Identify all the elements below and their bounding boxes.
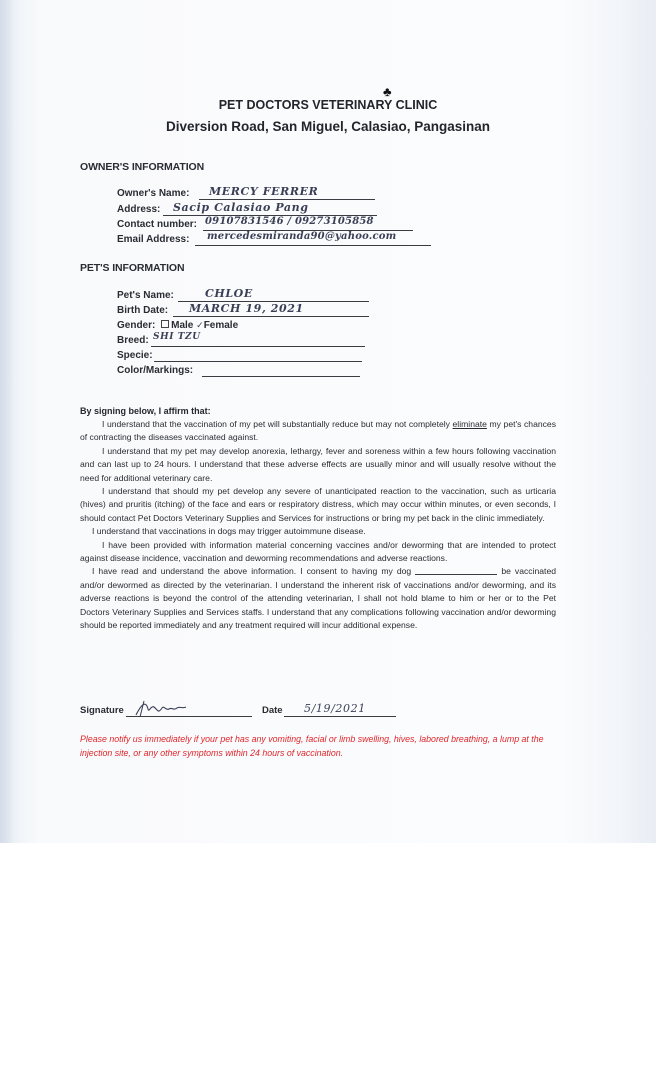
- color-markings-field[interactable]: [117, 365, 360, 379]
- clinic-address: Diversion Road, San Miguel, Calasiao, Pangasinan: [165, 119, 491, 134]
- affirm-heading: By signing below, I affirm that:: [80, 406, 211, 416]
- owner-name-line: [199, 199, 375, 200]
- consent-body: [80, 418, 556, 633]
- handwritten-signature: [134, 699, 188, 719]
- consent-paragraph-1: I understand that the vaccination of my pet will substantially reduce but may not completely eliminate my pet's chances of contracting the diseases vaccinated against.: [80, 419, 557, 443]
- owner-name-field[interactable]: [117, 185, 377, 202]
- birth-date-value: MARCH 19, 2021: [189, 302, 304, 315]
- contact-number-label: Contact number:: [117, 219, 197, 230]
- birth-date-field[interactable]: [117, 302, 369, 319]
- breed-line: [151, 346, 365, 347]
- date-label: Date: [262, 705, 283, 716]
- address-value: Sacip Calasiao Pang: [173, 201, 309, 214]
- contact-number-value: 09107831546 / 09273105858: [205, 216, 374, 227]
- specie-label: Specie:: [117, 350, 153, 361]
- vaccination-warning: Please notify us immediately if your pet has any vomiting, facial or limb swelling, hives, labored breathing, a lump at the injection site, or any other symptoms within 24 hours of vaccination.: [80, 734, 544, 758]
- consent-paragraph-5: I have been provided with information material concerning vaccines and/or deworming that are intended to protect against disease incidence, vaccination and deworming recommendations and adverse reactions.: [80, 539, 556, 564]
- date-value: 5/19/2021: [304, 702, 366, 715]
- dog-name-blank[interactable]: [415, 566, 497, 575]
- specie-line: [154, 361, 362, 362]
- consent-paragraph-3: I understand that should my pet develop any severe of unanticipated reaction to the vaccination, such as urticaria (hives) and pruritis (itching) of the face and ears or respiratory distress, which may occur within minutes, or even seconds, I should contact Pet Doctors Veterinary Supplies and Services for instructions or bring my pet back in the clinic immediately.: [80, 486, 556, 523]
- email-label: Email Address:: [117, 234, 190, 245]
- date-line[interactable]: [284, 716, 396, 717]
- gender-field: [117, 320, 238, 331]
- birth-date-line: [173, 316, 369, 317]
- email-field[interactable]: [117, 231, 431, 248]
- female-label: Female: [203, 320, 239, 331]
- clinic-name: PET DOCTORS VETERINARY CLINIC: [218, 98, 438, 112]
- male-checkbox[interactable]: [161, 320, 169, 328]
- signature-row: [80, 702, 396, 721]
- gender-label: Gender:: [117, 320, 156, 331]
- email-line: [195, 245, 431, 246]
- ink-mark-icon: ♣: [383, 84, 392, 99]
- owner-name-value: MERCY FERRER: [209, 185, 319, 198]
- color-markings-label: Color/Markings:: [117, 365, 194, 376]
- breed-label: Breed:: [117, 335, 149, 346]
- breed-field[interactable]: [117, 332, 365, 349]
- owner-name-label: Owner's Name:: [117, 188, 190, 199]
- address-label: Address:: [117, 204, 161, 215]
- consent-paragraph-6: I have read and understand the above information. I consent to having my dog be vaccinated and/or dewormed as directed by the veterinarian. I understand the inherent risk of vaccinations and/or deworming, and its adverse reactions is beyond the control of the attending veterinarian, I shall not hold blame to him or her or to the Pet Doctors Veterinary Supplies and Services staffs. I understand that any complications following vaccination and/or deworming should be reported immediately and any treatment required will incur additional expense.: [80, 566, 557, 631]
- consent-paragraph-2: I understand that my pet may develop anorexia, lethargy, fever and soreness within a few hours following vaccination and can last up to 24 hours. I understand that these adverse effects are usually minor and will usually resolve without the need for additional veterinary care.: [80, 445, 556, 483]
- pet-name-label: Pet's Name:: [117, 290, 174, 301]
- underlined-word: eliminate: [452, 419, 487, 429]
- signature-label: Signature: [80, 705, 124, 716]
- specie-field[interactable]: [117, 350, 362, 364]
- male-label: Male: [171, 320, 194, 331]
- owner-section-title: OWNER'S INFORMATION: [80, 161, 205, 173]
- email-value: mercedesmiranda90@yahoo.com: [207, 231, 397, 242]
- pet-name-value: CHLOE: [205, 287, 253, 300]
- pet-section-title: PET'S INFORMATION: [80, 262, 185, 274]
- birth-date-label: Birth Date:: [117, 305, 169, 316]
- color-markings-line: [202, 376, 360, 377]
- consent-paragraph-4: I understand that vaccinations in dogs may trigger autoimmune disease.: [92, 526, 366, 537]
- breed-value: SHI TZU: [153, 332, 201, 342]
- female-checkbox-checked[interactable]: ✓: [196, 321, 204, 331]
